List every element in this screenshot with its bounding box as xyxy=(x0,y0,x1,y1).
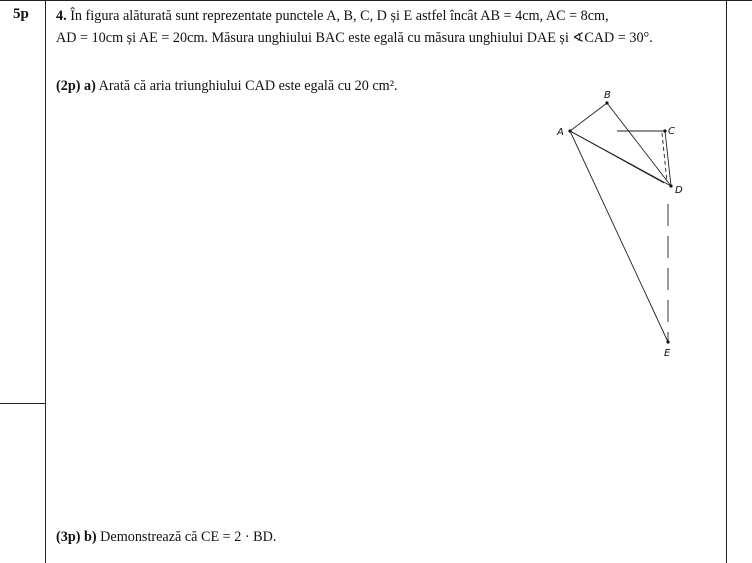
segment-BD xyxy=(607,103,671,186)
point-D xyxy=(669,184,672,187)
label-B: B xyxy=(604,90,611,101)
statement-text-1: În figura alăturată sunt reprezentate punctele A, B, C, D și E astfel încât AB = 4cm, AC = 8cm, xyxy=(70,8,609,24)
label-C: C xyxy=(668,126,675,137)
label-A: A xyxy=(557,127,564,138)
part-b-points: (3p) xyxy=(56,529,81,545)
part-a-points: (2p) xyxy=(56,78,81,94)
part-b-text: Demonstrează că CE = 2 · BD. xyxy=(100,529,277,545)
label-D: D xyxy=(675,185,683,196)
segment-AB xyxy=(570,103,607,131)
segment-CD xyxy=(665,131,671,186)
label-E: E xyxy=(664,348,671,359)
point-C xyxy=(663,129,666,132)
problem-number: 4. xyxy=(56,8,67,24)
part-a-letter: a) xyxy=(83,78,96,94)
part-b-letter: b) xyxy=(83,529,97,545)
point-E xyxy=(666,340,669,343)
points-label: 5p xyxy=(13,6,29,22)
part-a-text: Arată că aria triunghiului CAD este egală cu 20 cm². xyxy=(98,78,398,94)
statement-line-2: AD = 10cm și AE = 20cm. Măsura unghiului BAC este egală cu măsura unghiului DAE și ∢CAD = 30°. xyxy=(56,30,653,46)
segment-AC xyxy=(570,131,664,183)
point-A xyxy=(568,129,571,132)
point-B xyxy=(605,101,608,104)
